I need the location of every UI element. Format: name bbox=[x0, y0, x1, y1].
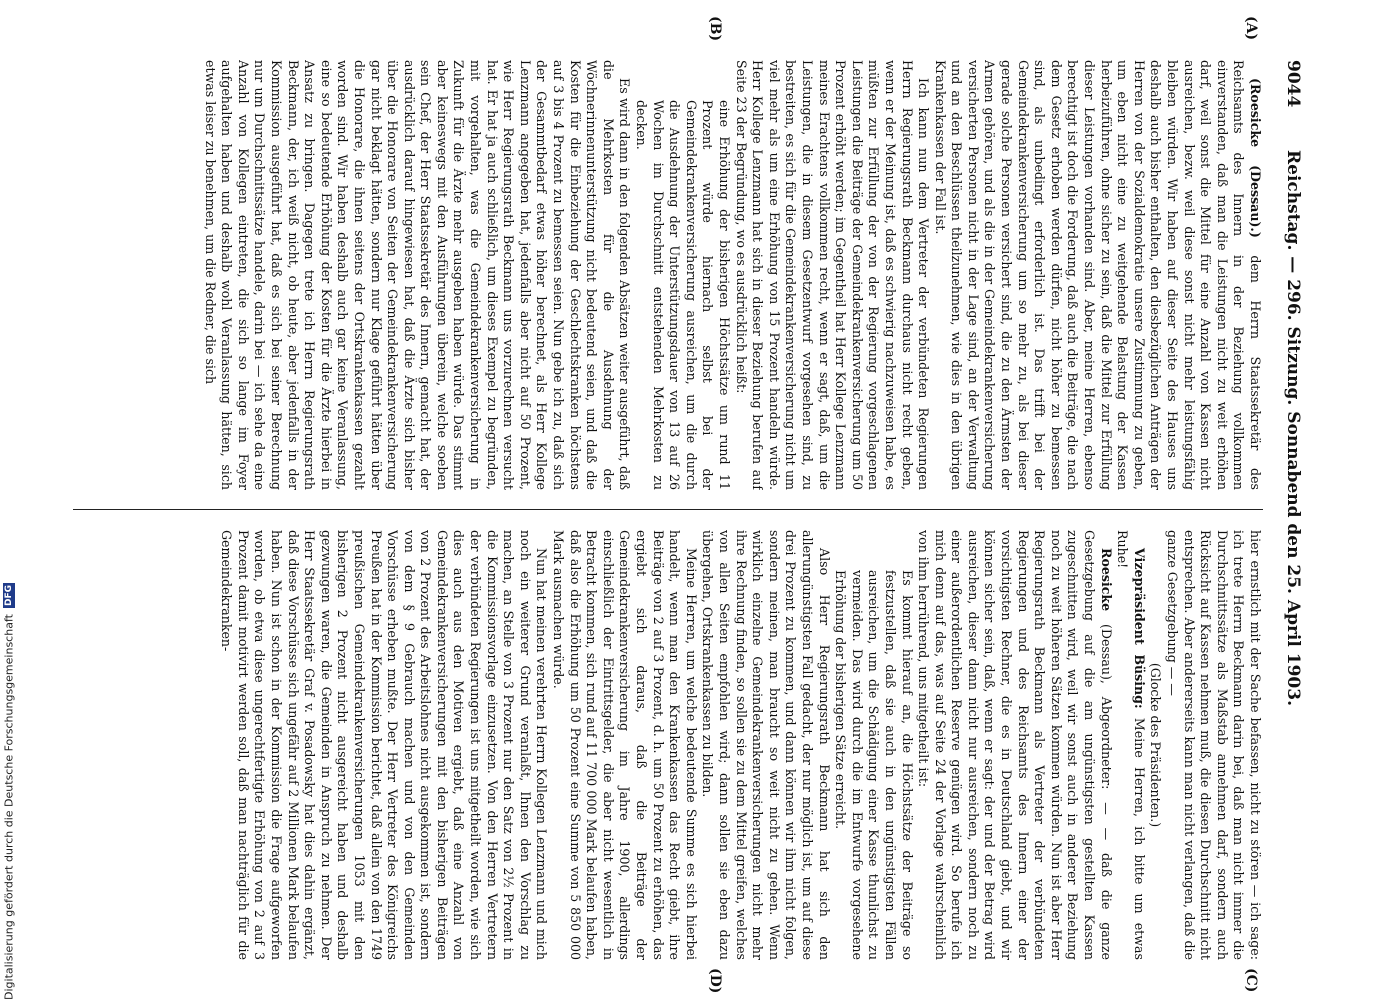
margin-mark-a: (A) bbox=[1243, 16, 1259, 41]
margin-mark-c: (C) bbox=[1243, 968, 1259, 993]
paragraph bbox=[1147, 530, 1164, 960]
footer-text: Digitalisierung gefördert durch die Deutsche Forschungsgemeinschaft bbox=[2, 614, 16, 1000]
paragraph bbox=[549, 530, 698, 960]
paragraph bbox=[218, 530, 550, 960]
paragraph bbox=[201, 60, 632, 490]
speaker-name: Roesicke bbox=[1098, 548, 1114, 612]
paragraph-text: Also Herr Regierungsrath Beckmann hat sich den allerungünstigsten Fall gedacht, der nur möglich ist, um auf diese drei Prozent zu kommen, und dann können wir ihm nicht folgen, sondern meinen, man braucht so weit nicht zu gehen. Wenn wirklich einzelne Gemeindekrankenversicherungen nicht mehr ihre Rechnung finden, so sollen sie zu dem Mittel greifen, welches von allen Seiten empfohlen wird; dann sollen sie eben dazu übergehen, Ortskrankenkassen zu bilden. bbox=[700, 530, 832, 960]
paragraph-text: Es wird dann in den folgenden Absätzen weiter ausgeführt, daß die Mehrkosten für die Ausdehnung der Wöchnerinnenunterstützung nicht bedeutend seien, und daß die Kosten für die Einbeziehung der Geschlechtskranken höchstens auf 3 bis 4 Prozent zu bemessen seien. Nun gebe ich zu, daß sich der Gesammtbedarf etwas höher berechnet, als Herr Kollege Lenzmann angegeben hat, jedenfalls aber nicht auf 50 Prozent, wie Herr Regierungsrath Beckmann uns vorzurechnen versucht hat. Er hat ja auch schließlich, um dieses Exempel zu begründen, mit vorgehalten, was die Gemeindekrankenversicherung in Zukunft für die Ärzte mehr ausgeben haben würde. Das stimmt aber keineswegs mit den Ausführungen überein, welche soeben sein Chef, der Herr Staatssekretär des Innern, gemacht hat, der ausdrücklich darauf hingewiesen hat, daß die Ärzte sich bisher über die Honorare von Seiten der Gemeindekrankenversicherung gar nicht beklagt hätten, sondern nur Klage geführt hätten über die Honorare, die ihnen seitens der Ortskrankenkassen gezahlt worden sind. Wir haben deshalb auch gar keine Veranlassung, eine so bedeutende Erhöhung der Kosten für die Ärzte hierbei in Ansatz zu bringen. Dagegen trete ich Herrn Regierungsrath Beckmann, der, ich weiß nicht, ob heute, aber jedenfalls in der Kommission ausgeführt hat, daß es sich bei seiner Berechnung nur um Durchschnittssätze handele, darin bei — ich sehe da eine Anzahl von Kollegen eintreten, die sich so lange im Foyer aufgehalten haben und deshalb wohl Veranlassung hätten, sich etwas leiser zu benehmen, um die Redner, die sich bbox=[202, 60, 633, 490]
paragraph-text: Nun hat meinen verehrten Herrn Kollegen Lenzmann und mich noch ein weiterer Grund veranlaßt, Ihnen den Vorschlag zu machen, an Stelle von 3 Prozent nur den Satz von 2½ Prozent in die Kommissionsvorlage einzusetzen. Von den Herren Vertretern der verbündeten Regierungen ist uns mitgetheilt worden, wie sich dies auch aus den Motiven ergiebt, daß eine Anzahl von Gemeindekrankenversicherungen mit den bisherigen Beiträgen von 2 Prozent des Arbeitslohnes nicht ausgekommen ist, sondern von dem § 9 Gebrauch machen und von den Gemeinden Vorschüsse erheben mußte. Der Herr Vertreter des Königreichs Preußen hat in der Kommission berichtet, daß allein von den 1749 preußischen Gemeindekrankenversicherungen 1053 mit den bisherigen 2 Prozent nicht ausgereicht haben und deshalb gezwungen waren, die Gemeinden in Anspruch zu nehmen. Der Herr Staatssekretär Graf v. Posadowsky hat dies dahin ergänzt, daß diese Vorschüsse sich ungefähr auf 2 Millionen Mark belaufen haben. Nun ist schon in der Kommission die Frage aufgeworfen worden, ob etwa diese ungerechtfertigte Erhöhung von 2 auf 3 Prozent damit motivirt werden soll, daß man nachträglich für die Gemeindekranken- bbox=[219, 530, 550, 960]
paragraph bbox=[1163, 530, 1263, 960]
document-page bbox=[63, 16, 1303, 994]
paragraph-text: Es kommt hierauf an, die Höchstsätze der Beiträge so festzustellen, daß sie auch in den ungünstigsten Fällen ausreichen, um die Schädigung einer Kasse thunlichst zu vermeiden. Das wird durch die im Entwurfe vorgesehene Erhöhung der bisherigen Sätze erreicht. bbox=[833, 570, 915, 960]
paragraph bbox=[699, 530, 832, 960]
header-title: Reichstag. — 296. Sitzung. Sonnabend den 25. April 1903. bbox=[1283, 150, 1303, 706]
margin-mark-d: (D) bbox=[707, 968, 723, 994]
paragraph bbox=[931, 60, 1263, 490]
paragraph bbox=[1114, 530, 1147, 960]
margin-mark-b: (B) bbox=[707, 16, 723, 42]
paragraph-text: Ich kann nun dem Vertreter der verbündeten Regierungen Herrn Regierungsrath Beckmann durchaus nicht recht geben, wenn er der Meinung ist, daß es schwierig nachzuweisen habe, es müßten zur Erfüllung der von der Regierung vorgeschlagenen Leistungen die Beiträge der Gemeindekrankenversicherung um 50 Prozent erhöht werden; im Gegentheil hat Herr Kollege Lenzmann meines Erachtens vollkommen recht, wenn er sagt, daß, um die Leistungen, die in diesem Gesetzentwurf vorgesehen sind, zu bestreiten, es sich für die Gemeindekrankenversicherung nicht um viel mehr als um eine Erhöhung von 15 Prozent handeln würde. Herr Kollege Lenzmann hat sich in dieser Beziehung berufen auf Seite 23 der Begründung, wo es ausdrücklich heißt: bbox=[733, 60, 932, 490]
paragraph-text: eine Erhöhung der bisherigen Höchstsätze um rund 11 Prozent würde hiernach selbst bei der Gemeindekrankenversicherung ausreichen, um die durch die Ausdehnung der Unterstützungsdauer von 13 auf 26 Wochen im Durchschnitt entstehenden Mehrkosten zu decken. bbox=[634, 100, 732, 490]
dfg-logo-icon: DFG bbox=[4, 585, 14, 607]
paragraph-text: hier ernstlich mit der Sache befassen, nicht zu stören — ich sage: ich trete Herrn Beckmann darin bei, daß man nicht immer die Durchschnittssätze als Maßstab annehmen darf, sondern auch Rücksicht auf Kassen nehmen muß, die diesen Durchschnitt nicht entsprechen. Aber andererseits kann man nicht verlangen, daß die ganze Gesetzgebung — — bbox=[1165, 530, 1263, 960]
digitization-footer bbox=[2, 585, 16, 1000]
page-header bbox=[1275, 60, 1303, 960]
paragraph bbox=[832, 530, 915, 960]
paragraph-text: (Dessau), Abgeordneter: — — daß die ganze Gesetzgebung auf die am ungünstigsten gestellten Kassen zugeschnitten wird, weil wir sonst auch in anderer Beziehung noch zu weit höheren Sätzen kommen würden. Nun ist aber Herr Regierungsrath Beckmann als Vertreter der verbündeten Regierungen und des Reichsamts des Innern einer der vorsichtigsten Rechner, die es in Deutschland giebt, und wir können sicher sein, daß, wenn er sagt: der und der Betrag wird ausreichen, dieser dann nicht nur ausreichen, sondern noch zu einer außerordentlichen Reserve genügen wird. So berufe ich mich denn auf das, was auf Seite 24 der Vorlage wahrscheinlich von ihm herrührend, uns mitgetheilt ist: bbox=[916, 530, 1114, 960]
speaker-name: (Roesicke (Dessau).) bbox=[1248, 78, 1263, 238]
page-number: 9044 bbox=[1283, 60, 1303, 108]
paragraph bbox=[732, 60, 931, 490]
paragraph-text: (Glocke des Präsidenten.) bbox=[1148, 662, 1164, 828]
paragraph-text: dem Herrn Staatssekretär des Reichsamts des Innern in der Beziehung vollkommen einverstanden, daß man die Leistungen nicht zu weit erhöhen darf, weil sonst die Mittel für eine Anzahl von Kassen nicht ausreichen, bezw. weil diese sonst nicht mehr leistungsfähig bleiben würden. Wir haben auf dieser Seite des Hauses uns deshalb auch bisher enthalten, den diesbezüglichen Anträgen der Herren von der Sozialdemokratie unsere Zustimmung zu geben, um eben nicht eine zu weitgehende Belastung der Kassen herbeizuführen, ohne sicher zu sein, daß die Mittel zur Erfüllung dieser Leistungen vorhanden sind. Aber, meine Herren, ebenso berechtigt ist doch die Forderung, daß auch die Beiträge, die nach dem Gesetz erhoben werden dürfen, nicht höher zu bemessen sind, als unbedingt erforderlich ist. Das trifft bei der Gemeindekrankenversicherung um so mehr zu, als bei dieser gerade solche Personen versichert sind, die zu den Ärmsten der Armen gehören, und als die in der Gemeindekrankenversicherung versicherten Personen nicht in der Lage sind, an der Verwaltung und an den Beschlüssen theilzunehmen, wie dies in den übrigen Krankenkassen der Fall ist. bbox=[932, 60, 1263, 490]
right-column bbox=[73, 530, 1263, 960]
paragraph bbox=[915, 530, 1114, 960]
paragraph bbox=[632, 60, 732, 490]
speaker-name: Vizepräsident Büsing: bbox=[1131, 548, 1147, 709]
column-divider bbox=[73, 509, 1263, 510]
paragraph-text: Meine Herren, ich bitte um etwas Ruhe! bbox=[1115, 530, 1147, 960]
paragraph-text: Meine Herren, um welche bedeutende Summe es sich hierbei handelt, wenn man den Krankenkassen das Recht giebt, ihre Beiträge von 2 auf 3 Prozent, d. h. um 50 Prozent zu erhöhen, das ergiebt sich daraus, daß die Beiträge der Gemeindekrankenversicherung im Jahre 1900, allerdings einschließlich der Eintrittsgelder, die aber nicht wesentlich in Betracht kommen, sich rund auf 11 700 000 Mark belaufen haben, daß also die Erhöhung um 50 Prozent eine Summe von 5 850 000 Mark ausmachen würde. bbox=[551, 530, 699, 960]
left-column bbox=[73, 60, 1263, 490]
